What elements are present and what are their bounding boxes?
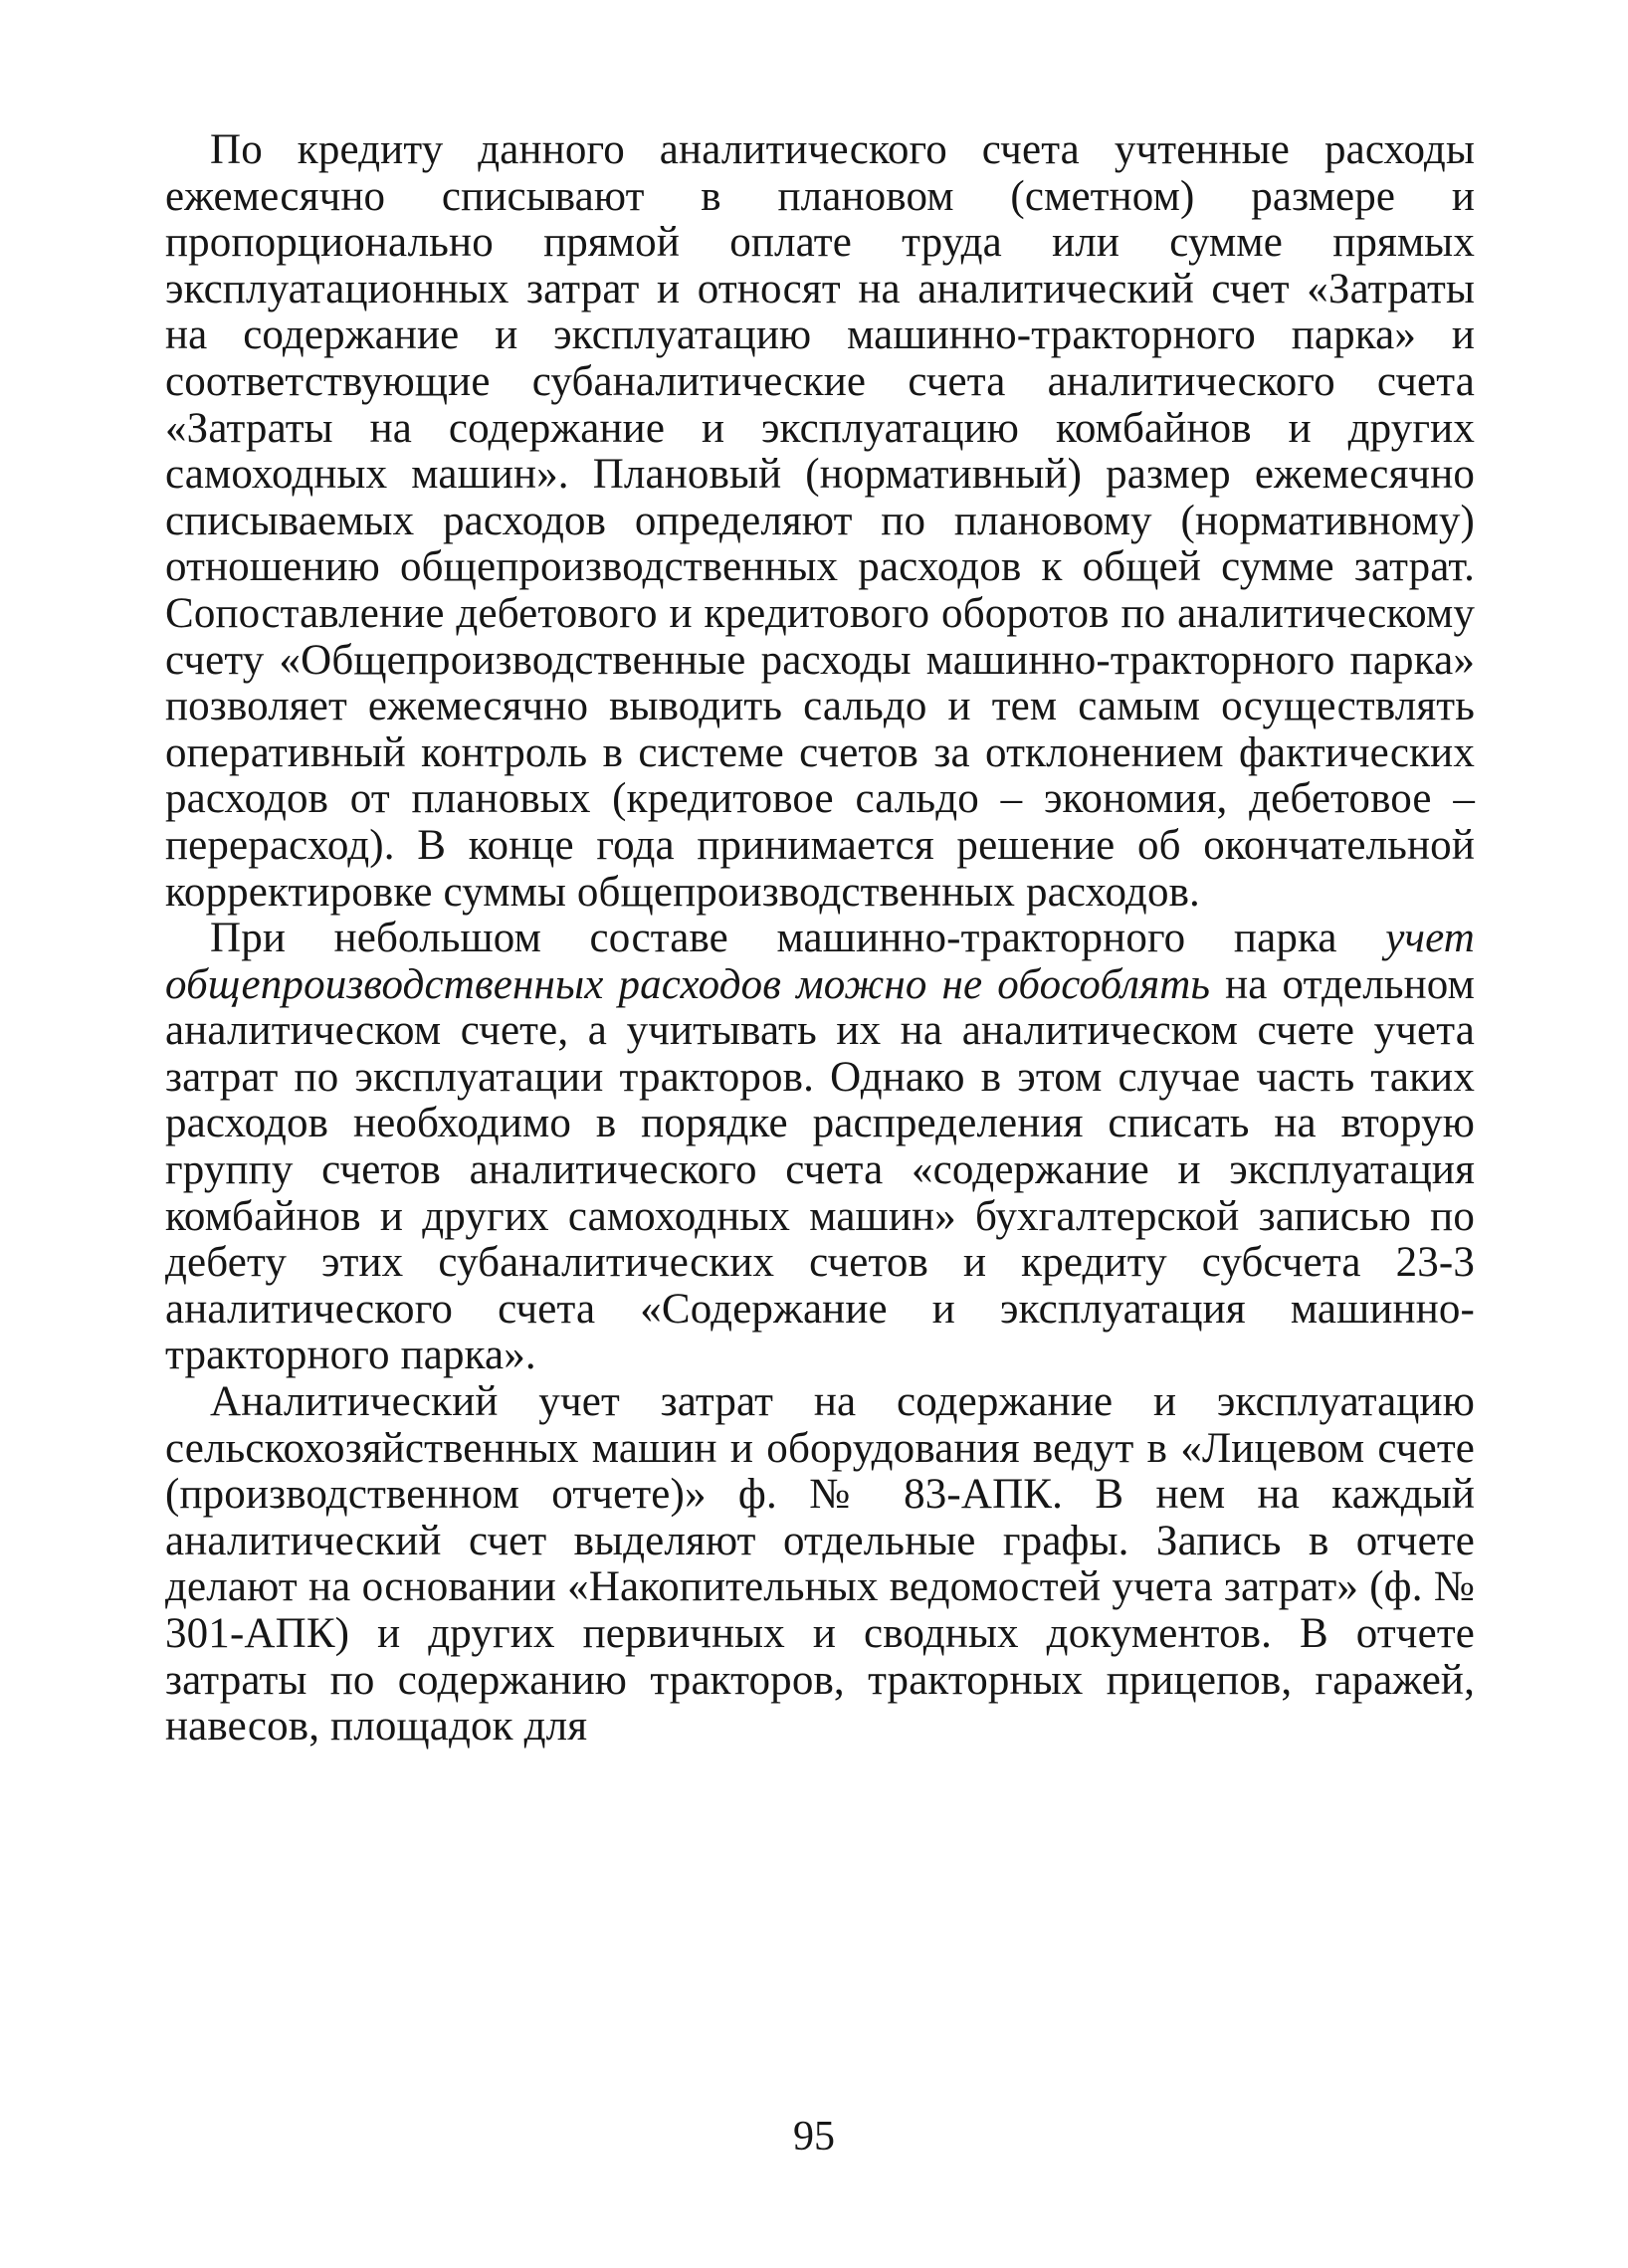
paragraph-1: По кредиту данного аналитического счета учтенные расходы ежемесячно списывают в плановом (сметном) размере и пропорционально прямой оплате труда или сумме прямых эксплуатационных затрат и относят на аналитический счет «Затраты на содержание и эксплуатацию машинно-тракторного парка» и соответствующие субаналитические счета аналитического счета «Затраты на содержание и эксплуатацию комбайнов и других самоходных машин». Плановый (нормативный) размер ежемесячно списываемых расходов определяют по плановому (нормативному) отношению общепроизводственных расходов к общей сумме затрат. Сопоставление дебетового и кредитового оборотов по аналитическому счету «Общепроизводственные расходы машинно-тракторного парка» позволяет ежемесячно выводить сальдо и тем самым осуществлять оперативный контроль в системе счетов за отклонением фактических расходов от плановых (кредитовое сальдо – экономия, дебетовое – перерасход). В конце года принимается решение об окончательной корректировке суммы общепроизводственных расходов. — [165, 126, 1475, 916]
paragraph-2-start: При небольшом составе машинно-тракторного парка — [210, 915, 1386, 962]
paragraph-2-italic: учет общепроизводственных расходов можно не обособлять — [165, 915, 1475, 1008]
paragraph-2-end: на отдельном аналитическом счете, а учитывать их на аналитическом счете учета затрат по эксплуатации тракторов. Однако в этом случае часть таких расходов необходимо в порядке распределения списать на вторую группу счетов аналитического счета «содержание и эксплуатация комбайнов и других самоходных машин» бухгалтерской записью по дебету этих субаналитических счетов и кредиту субсчета 23-3 аналитического счета «Содержание и эксплуатация машинно-тракторного парка». — [165, 960, 1475, 1379]
paragraph-2 — [165, 916, 1475, 1379]
page-number: 95 — [793, 2114, 835, 2160]
paragraph-3: Аналитический учет затрат на содержание и эксплуатацию сельскохозяйственных машин и оборудования ведут в «Лицевом счете (производственном отчете)» ф. № 83-АПК. В нем на каждый аналитический счет выделяют отдельные графы. Запись в отчете делают на основании «Накопительных ведомостей учета затрат» (ф. № 301-АПК) и других первичных и сводных документов. В отчете затраты по содержанию тракторов, тракторных прицепов, гаражей, навесов, площадок для — [165, 1378, 1475, 1751]
body-text — [165, 127, 1475, 1751]
